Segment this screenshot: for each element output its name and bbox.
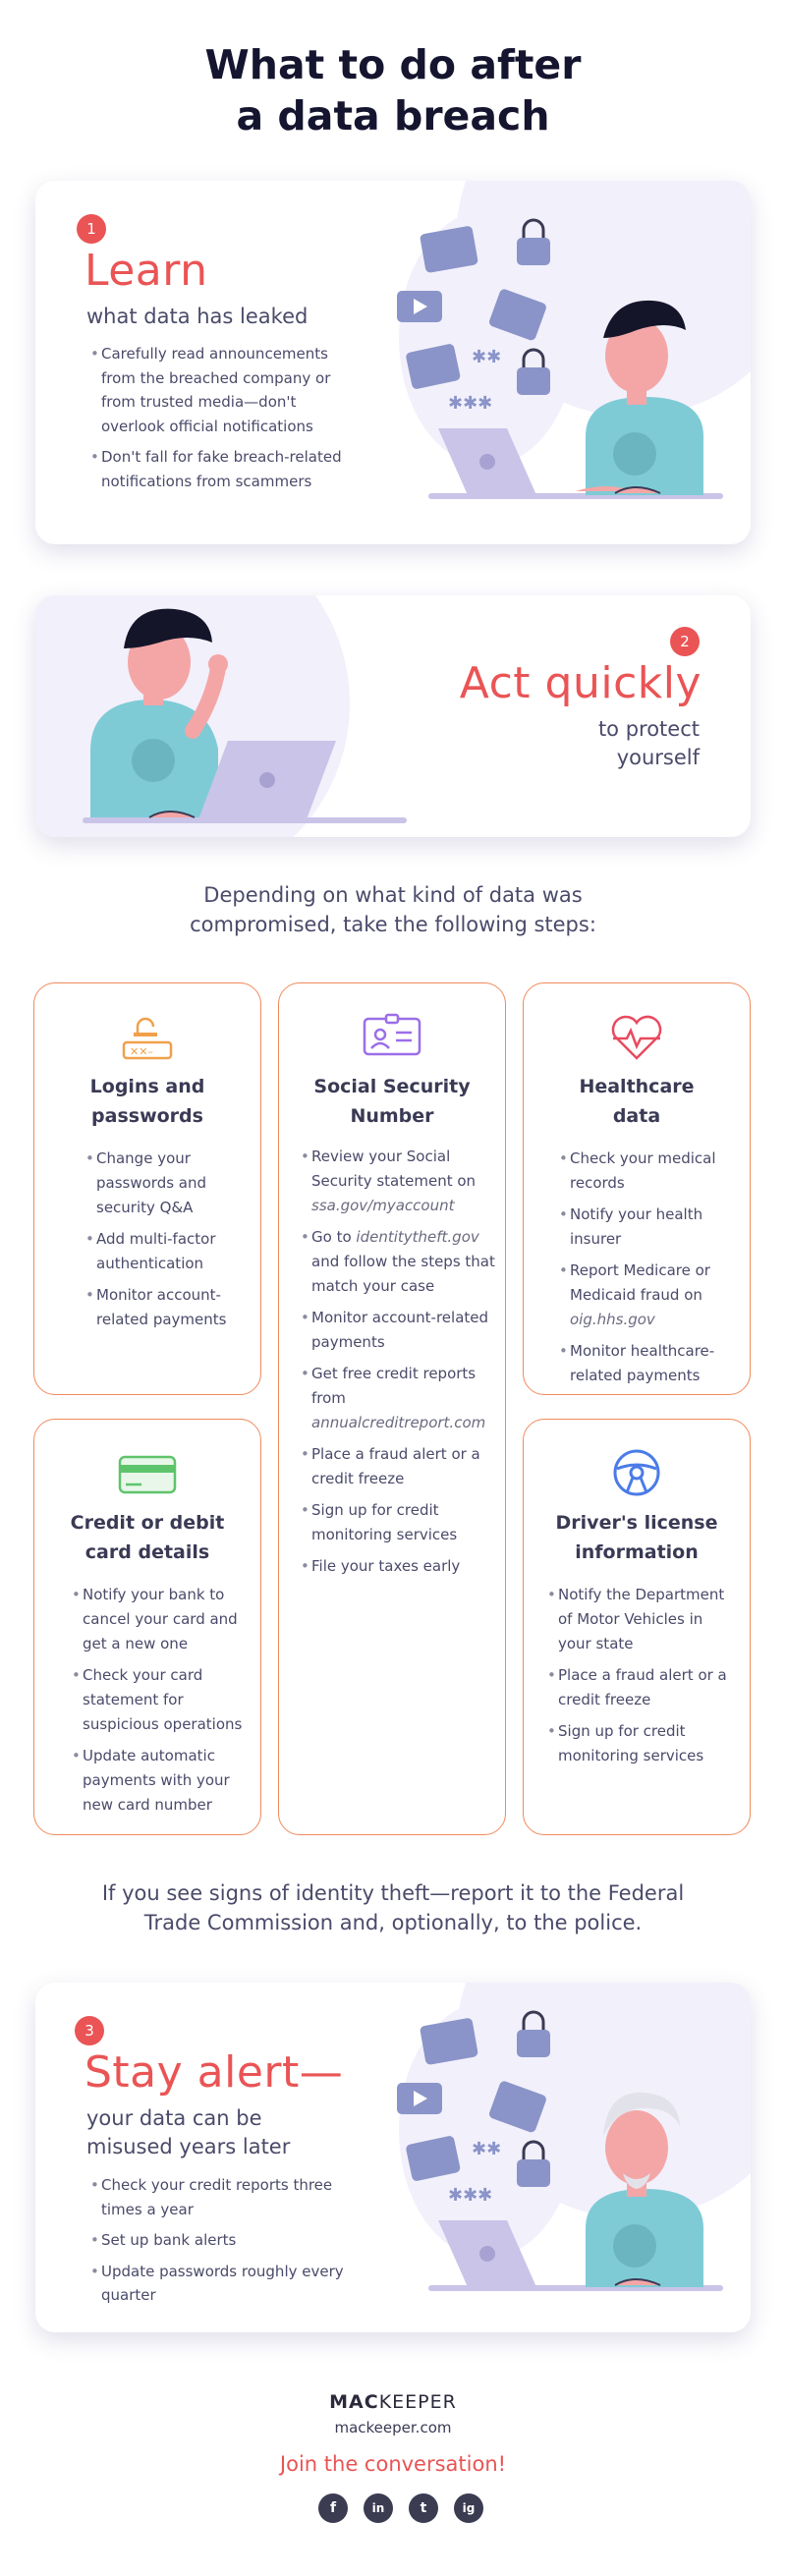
step-1-card [35,181,751,544]
step-3-bullets [90,2173,346,2315]
annualcreditreport-link[interactable]: annualcreditreport.com [311,1414,486,1431]
step-3-heading: Stay alert— [84,2047,344,2098]
list-item: • Monitor healthcare-related payments [559,1339,736,1388]
svg-text:✱✱: ✱✱ [472,2139,502,2159]
step-2-number: 2 [670,627,700,656]
step-1-subheading: what data has leaked [86,305,309,328]
heart-pulse-icon [609,1015,664,1062]
steering-wheel-icon [611,1447,662,1498]
list-item: • Set up bank alerts [90,2228,346,2253]
list-item: • Report Medicare or Medicaid fraud on oig.hhs.gov [559,1259,736,1332]
elderly-person-laptop-illustration [369,1992,743,2326]
list-item: • Place a fraud alert or a credit freeze [301,1442,497,1491]
svg-text:✕✕–: ✕✕– [130,1045,153,1058]
box-title: Driver's license information [555,1512,718,1563]
instagram-icon[interactable]: ig [454,2493,483,2523]
step-3-card [35,1983,751,2332]
box-title: Healthcare data [579,1076,695,1127]
list-item: • Monitor account-related payments [85,1283,243,1332]
box-title: Social Security Number [313,1076,471,1127]
report-notice: If you see signs of identity theft—report it to the Federal Trade Commission and, optionally, to the police. [101,1881,685,1934]
credit-card-icon [118,1455,177,1494]
join-conversation: Join the conversation! [279,2452,507,2476]
list-item: • Check your card statement for suspicious operations [72,1663,249,1737]
list-item: • Don't fall for fake breach-related notifications from scammers [90,445,356,493]
step-1-bullets [90,342,356,500]
box-title: Logins and passwords [89,1076,205,1127]
list-item: • Monitor account-related payments [301,1306,497,1355]
list-item: • File your taxes early [301,1554,497,1579]
list-item: • Add multi-factor authentication [85,1227,243,1276]
linkedin-icon[interactable]: in [364,2493,393,2523]
title-line-2: a data breach [236,92,550,140]
svg-text:✱✱✱: ✱✱✱ [448,2185,493,2206]
list-item: • Get free credit reports from annualcreditreport.com [301,1362,497,1435]
box-logins-passwords [33,982,261,1395]
brand-url[interactable]: mackeeper.com [334,2419,452,2436]
play-icon [397,2083,442,2114]
play-icon [397,291,442,322]
list-item: • Carefully read announcements from the breached company or from trusted media—don't overlook official notifications [90,342,356,438]
title-line-1: What to do after [204,41,582,88]
list-item: • Check your credit reports three times a year [90,2173,346,2221]
list-item: • Change your passwords and security Q&A [85,1147,243,1220]
svg-text:✱✱✱: ✱✱✱ [448,393,493,414]
box-social-security [278,982,506,1835]
list-item: • Update passwords roughly every quarter [90,2260,346,2308]
svg-text:✱✱: ✱✱ [472,347,502,367]
list-item: • Notify your health insurer [559,1203,736,1252]
box-title: Credit or debit card details [70,1512,225,1563]
brand-logo: MACKEEPER [329,2391,457,2413]
step-3-number: 3 [75,2016,104,2045]
list-item: • Notify the Department of Motor Vehicles in your state [547,1583,736,1656]
twitter-icon[interactable]: t [409,2493,438,2523]
facebook-icon[interactable]: f [318,2493,348,2523]
identitytheft-link[interactable]: identitytheft.gov [356,1228,479,1246]
list-item: • Review your Social Security statement on ssa.gov/myaccount [301,1145,497,1218]
box-healthcare [523,982,751,1395]
step-2-subheading: to protect yourself [597,717,700,769]
password-icon [120,1015,175,1062]
list-item: • Go to identitytheft.gov and follow the steps that match your case [301,1225,497,1299]
list-item: • Place a fraud alert or a credit freeze [547,1663,736,1712]
steps-intro: Depending on what kind of data was compromised, take the following steps: [190,883,596,936]
list-item: • Check your medical records [559,1147,736,1196]
step-3-subheading: your data can be misused years later [86,2106,291,2158]
list-item: • Notify your bank to cancel your card and get a new one [72,1583,249,1656]
list-item: • Update automatic payments with your new card number [72,1744,249,1818]
person-laptop-illustration [369,200,743,534]
list-item: • Sign up for credit monitoring services [301,1498,497,1547]
step-1-number: 1 [77,214,106,244]
step-1-heading: Learn [84,246,208,296]
page-title [0,39,786,141]
box-credit-card [33,1419,261,1835]
list-item: • Sign up for credit monitoring services [547,1719,736,1768]
ssa-link[interactable]: ssa.gov/myaccount [311,1197,455,1214]
step-2-heading: Act quickly [459,658,702,708]
oig-link[interactable]: oig.hhs.gov [570,1311,655,1328]
id-card-icon [363,1013,421,1056]
thinking-person-illustration [71,603,444,829]
step-2-card [35,595,751,837]
box-drivers-license [523,1419,751,1835]
